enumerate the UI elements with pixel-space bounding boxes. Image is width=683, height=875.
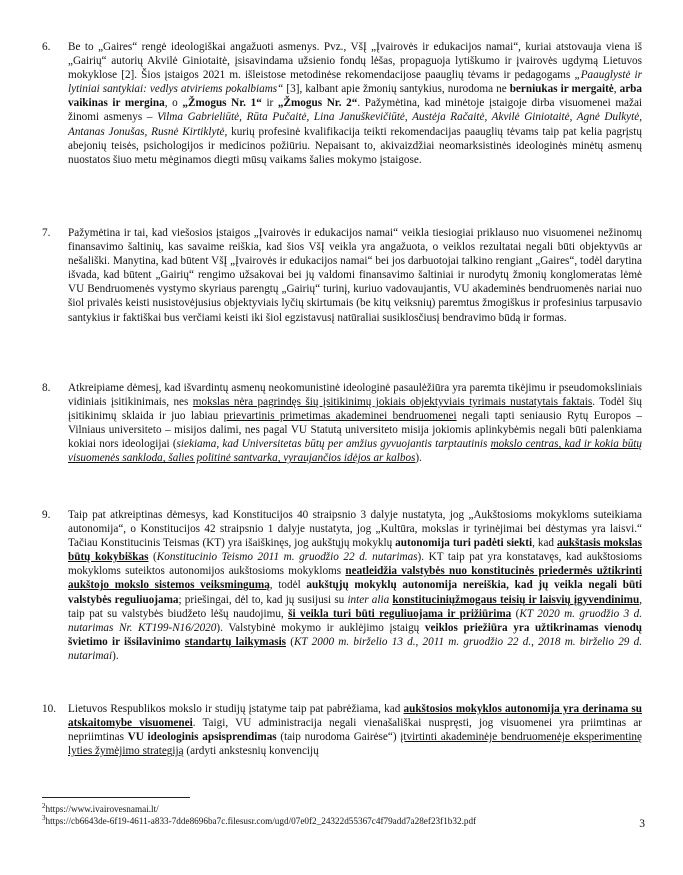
footnote-ref[interactable]: 2 bbox=[124, 69, 131, 82]
paragraph-body bbox=[68, 40, 642, 167]
bold-underlined-text: ši veikla turi būti reguliuojama ir prižiūrima bbox=[288, 607, 512, 620]
text: ( bbox=[286, 635, 294, 648]
text: (ardyti ankstesnių konvencijų bbox=[183, 745, 319, 758]
footnote-separator bbox=[42, 797, 190, 798]
bold-text: VU ideologinis apsisprendimas bbox=[127, 731, 277, 744]
book-title: „Paauglystė ir lytiniai santykiai: vedlys atviriems pokalbiams“ bbox=[68, 69, 642, 96]
bold-text: autonomija turi padėti siekti bbox=[395, 537, 533, 550]
text: . Pažymėtina, kad minėtoje įstaigoje dirba visuomenei mažai žinomi asmenys – bbox=[68, 97, 643, 124]
footnote-mark: 3 bbox=[42, 814, 46, 822]
text: Be to „Gaires“ rengė ideologiškai angažuoti asmenys. Pvz., VšĮ „Įvairovės ir edukacijos namai“, kuriai atstovauja viena iš „Gairių“ autorių Akvilė Giniotaitė, įsisavindama užsienio fondų lėšas, propaguoja lytiškumo ir įvairovės ugdymą Lietuvos mokyklose [ bbox=[68, 41, 642, 82]
text: ], kalbant apie žmonių santykius, nurodoma ne bbox=[295, 83, 510, 96]
italic-underlined-text: mokslo centras, kad ir kokia būtų visuomenės sankloda, šalies politinė santvarka, vyraujančios idėjos ar kalbos bbox=[68, 438, 642, 465]
text: negali tapti seniausio Rytų Europos – Vilniaus universiteto – misijos dalimi, nes pagal VU Statutą universiteto misija jokiomis aplinkybėmis negali būti palenkiama kokiai nors ideologijai ( bbox=[68, 410, 642, 451]
names-list: Vilma Gabrieliūtė, Rūta Pučaitė, Lina Januškevičiūtė, Austėja Račaitė, Akvilė Giniotaitė, Agnė Dulkytė, Antanas Jonušas, Rusnė Kirtiklytė bbox=[68, 111, 642, 138]
text: ). bbox=[415, 452, 422, 465]
text: ir bbox=[261, 97, 278, 110]
paragraph-7 bbox=[42, 226, 642, 325]
text: , kurių profesinė kvalifikacija teikti rekomendacijas paauglių tėvams taip pat kelia pagrįstų abejonių teisės, psichologijos ir medicinos požiūriu. Nepaisant to, akivaizdžiai neomarksistinės ideologinės minėtų asmenų nuostatos šiuo metu mėginamos diegti mūsų vaikams šalies mokymo įstaigose. bbox=[68, 125, 642, 166]
bold-underlined-text: aukštosios mokyklos autonomija yra derinama su atskaitomybe visuomenei bbox=[68, 703, 643, 730]
paragraph-6 bbox=[42, 40, 642, 167]
footnote-link[interactable]: https://www.ivairovesnamai.lt/ bbox=[45, 804, 159, 815]
paragraph-body bbox=[68, 702, 642, 758]
bold-text: arba vaikinas ir mergina bbox=[68, 83, 642, 110]
bold-text: berniukas ir mergaitė bbox=[509, 83, 614, 96]
bold-underlined-text: standartų laikymasis bbox=[184, 635, 287, 648]
text: . Todėl šių įsitikinimų sklaida ir juo labiau bbox=[68, 396, 642, 423]
bold-underlined-text: konstituciniųžmogaus teisių ir laisvių įgyvendinimu bbox=[392, 593, 640, 606]
bold-text: „Žmogus Nr. 1“ bbox=[182, 97, 262, 110]
italic-text: KT 2020 m. gruodžio 3 d. nutarimas Nr. KT199-N16/2020 bbox=[68, 607, 642, 634]
text: , bbox=[613, 83, 620, 96]
text: ( bbox=[148, 551, 157, 564]
paragraph-number: 7. bbox=[42, 227, 51, 239]
footnote-ref[interactable]: 3 bbox=[290, 83, 296, 96]
page-number: 3 bbox=[639, 818, 645, 830]
bold-underlined-text: neatleidžia valstybės nuo konstitucinės priedermės užtikrinti aukštojo mokslo sistemos veiksmingumą bbox=[68, 565, 642, 592]
paragraph-body bbox=[68, 381, 642, 466]
text: [ bbox=[283, 83, 291, 96]
paragraph-body bbox=[68, 508, 642, 663]
text: , taip pat su valstybės biudžeto lėšų naudojimu, bbox=[68, 593, 642, 620]
text: ( bbox=[511, 607, 520, 620]
text: (taip nurodoma Gairėse“) bbox=[276, 731, 401, 744]
paragraph-9 bbox=[42, 508, 642, 663]
paragraph-number: 10. bbox=[42, 703, 56, 715]
italic-text: KT 2000 m. birželio 13 d., 2011 m. gruodžio 22 d., 2018 m. birželio 29 d. nutarimai bbox=[68, 635, 642, 662]
bold-text: aukštųjų mokyklų autonomija nereiškia, kad jų veikla negali būti valstybės reguliuojama bbox=[68, 579, 643, 606]
footnote-link[interactable]: https://cb6643de-6f19-4611-a833-7dde8696ba7c.filesusr.com/ugd/07e0f2_24322d55367c4f79add7a28ef23f1b32.pdf bbox=[45, 816, 477, 827]
bold-text: „Žmogus Nr. 2“ bbox=[277, 97, 358, 110]
underlined-text: prievartinis primetimas akademinei bendruomenei bbox=[223, 410, 457, 423]
text: Atkreipiame dėmesį, kad išvardintų asmenų neokomunistinė ideologinė pasaulėžiūra yra paremta tikėjimu ir pseudomoksliniais vidiniais įsitikinimais, nes bbox=[68, 382, 642, 409]
paragraph-number: 8. bbox=[42, 382, 51, 394]
paragraph-number: 6. bbox=[42, 41, 51, 53]
footnote-mark: 2 bbox=[42, 802, 46, 810]
text: , kad bbox=[532, 537, 557, 550]
paragraph-10 bbox=[42, 702, 642, 758]
text: , todėl bbox=[269, 579, 307, 592]
text: . Taigi, VU administracija negali vienašališkai nuspręsti, jog visuomenei yra priimtinas ar nepriimtinas bbox=[68, 717, 643, 744]
footnote-3[interactable] bbox=[42, 813, 476, 827]
bold-underlined-text: aukštasis mokslas būtų kokybiškas bbox=[68, 537, 642, 564]
italic-text: inter alia bbox=[347, 593, 390, 606]
bold-text: veiklos priežiūra yra užtikrinamas vienodų švietimo ir išsilavinimo bbox=[68, 621, 643, 648]
underlined-text: įtvirtinti akademinėje bendruomenėje eksperimentinę lyties žymėjimo strategiją bbox=[68, 731, 642, 758]
paragraph-body: Pažymėtina ir tai, kad viešosios įstaigos „Įvairovės ir edukacijos namai“ veikla tiesiogiai priklauso nuo visuomenei nežinomų finansavimo šaltinių, kas savaime reiškia, kad šios VšĮ veikla yra angažuota, o veiklos rezultatai negali būti objektyvūs ar nešališki. Manytina, kad būtent VšĮ „Įvairovės ir edukacijos namai“ bei jos darbuotojai talkino rengiant „Gaires“, todėl darytina išvada, kad būtent „Gairių“ rengimo užsakovai bei jų valdomi finansavimo šaltiniai ir nurodytų žmonių konglomeratas lėmė VU Bendruomenės vystymo skyriaus parengtų „Gairių“ turinį, kuriuo vadovaujantis, VU akademinės bendruomenės nariai nuo šiol privalės keisti nusistovėjusius objektyviais lyčių skirtumais (be kitų veiksnių) paremtus žmogiškus ir profesinius tarpusavio santykius ir faktiškai bus verčiami keisti iki šiol egzistavusį natūraliai susiklosčiusį bendravimo būdą ir formas. bbox=[68, 227, 642, 324]
text: ; priešingai, dėl to, kad jų susijusi su bbox=[178, 593, 348, 606]
italic-text: siekiama, kad Universitetas būtų per amžius gyvuojantis tarptautinis bbox=[176, 438, 491, 451]
text: ). bbox=[112, 649, 119, 662]
underlined-text: mokslas nėra pagrindęs šių įsitikinimų jokiais objektyviais tyrimais nustatytais faktais bbox=[192, 396, 593, 409]
text: ]. Šios įstaigos 2021 m. išleistose metodinėse rekomendacijose paauglių tėvams ir pedagogams bbox=[130, 69, 575, 82]
text: , o bbox=[164, 97, 183, 110]
text: ). Valstybinė mokymo ir auklėjimo įstaigų bbox=[216, 621, 425, 634]
paragraph-8 bbox=[42, 381, 642, 466]
text: Lietuvos Respublikos mokslo ir studijų įstatyme taip pat pabrėžiama, kad bbox=[68, 703, 404, 715]
paragraph-number: 9. bbox=[42, 509, 51, 521]
text: ). KT taip pat yra konstatavęs, kad aukštosioms mokykloms suteiktos autonomijos aukštosioms mokykloms bbox=[68, 551, 642, 578]
text: Taip pat atkreiptinas dėmesys, kad Konstitucijos 40 straipsnio 3 dalyje nustatyta, jog „Aukštosioms mokykloms suteikiama autonomija“, o Konstitucijos 42 straipsnio 1 dalyje nustatyta, jog „Kultūra, mokslas ir tyrinėjimai bei dėstymas yra laisvi.“ Tačiau Konstitucinis Teismas (KT) yra išaiškinęs, jog aukštųjų mokyklų bbox=[68, 509, 642, 550]
italic-text: Konstitucinio Teismo 2011 m. gruodžio 22 d. nutarimas bbox=[156, 551, 418, 564]
